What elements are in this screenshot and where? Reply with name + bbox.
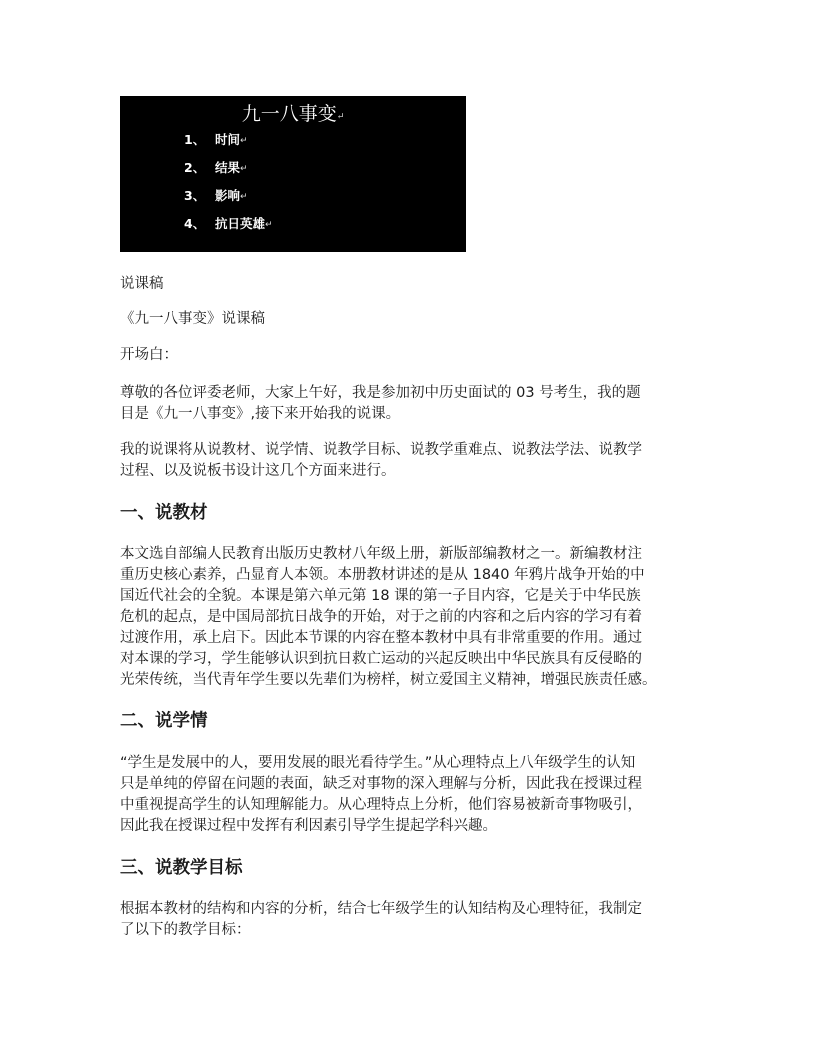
outline-line-2: 过程、以及说板书设计这几个方面来进行。 — [120, 463, 396, 479]
textbook-line-4: 危机的起点，是中国局部抗日战争的开始，对于之前的内容和之后内容的学习有着 — [120, 609, 642, 625]
opening-line-2: 目是《九一八事变》,接下来开始我的说课。 — [120, 406, 401, 422]
textbook-line-5: 过渡作用，承上启下。因此本节课的内容在整本教材中具有非常重要的作用。通过 — [120, 630, 642, 646]
opening-line-1: 尊敬的各位评委老师，大家上午好，我是参加初中历史面试的 03 号考生，我的题 — [120, 385, 641, 401]
textbook-line-7: 光荣传统，当代青年学生要以先辈们为榜样，树立爱国主义精神，增强民族责任感。 — [120, 672, 657, 688]
board-item-result: 2、 结果↵ — [184, 160, 248, 175]
textbook-line-3: 国近代社会的全貌。本课是第六单元第 18 课的第一子目内容，它是关于中华民族 — [120, 588, 641, 604]
outline-line-1: 我的说课将从说教材、说学情、说教学目标、说教学重难点、说教法学法、说教学 — [120, 442, 642, 458]
textbook-line-1: 本文选自部编人民教育出版历史教材八年级上册，新版部编教材之一。新编教材注 — [120, 546, 642, 562]
paragraph-mark-icon: ↵ — [265, 220, 273, 230]
textbook-line-2: 重历史核心素养，凸显育人本领。本册教材讲述的是从 1840 年鸦片战争开始的中 — [120, 567, 645, 583]
students-line-2: 只是单纯的停留在问题的表面，缺乏对事物的深入理解与分析，因此我在授课过程 — [120, 776, 642, 792]
students-line-1: “学生是发展中的人，要用发展的眼光看待学生。”从心理特点上八年级学生的认知 — [120, 755, 636, 771]
objectives-line-2: 了以下的教学目标： — [120, 922, 251, 938]
paragraph-mark-icon: ↵ — [240, 136, 248, 146]
paragraph-mark-icon: ↵ — [240, 192, 248, 202]
board-item-heroes: 4、 抗日英雄↵ — [184, 216, 273, 231]
students-line-3: 中重视提高学生的认知理解能力。从心理特点上分析，他们容易被新奇事物吸引， — [120, 797, 642, 813]
textbook-line-6: 对本课的学习，学生能够认识到抗日救亡运动的兴起反映出中华民族具有反侵略的 — [120, 651, 642, 667]
blackboard-image — [120, 96, 466, 252]
objectives-line-1: 根据本教材的结构和内容的分析，结合七年级学生的认知结构及心理特征，我制定 — [120, 901, 642, 917]
opening-label: 开场白： — [120, 347, 178, 363]
section-heading-students: 二、说学情 — [120, 711, 208, 731]
document-title: 《九一八事变》说课稿 — [120, 311, 265, 327]
board-item-time: 1、 时间↵ — [184, 132, 248, 147]
section-heading-textbook: 一、说教材 — [120, 503, 208, 523]
document-label: 说课稿 — [120, 276, 164, 292]
board-title: 九一八事变↵ — [241, 103, 345, 125]
section-heading-objectives: 三、说教学目标 — [120, 858, 243, 878]
students-line-4: 因此我在授课过程中发挥有利因素引导学生提起学科兴趣。 — [120, 818, 497, 834]
paragraph-mark-icon: ↵ — [240, 164, 248, 174]
paragraph-mark-icon: ↵ — [336, 112, 345, 122]
board-item-impact: 3、 影响↵ — [184, 188, 248, 203]
